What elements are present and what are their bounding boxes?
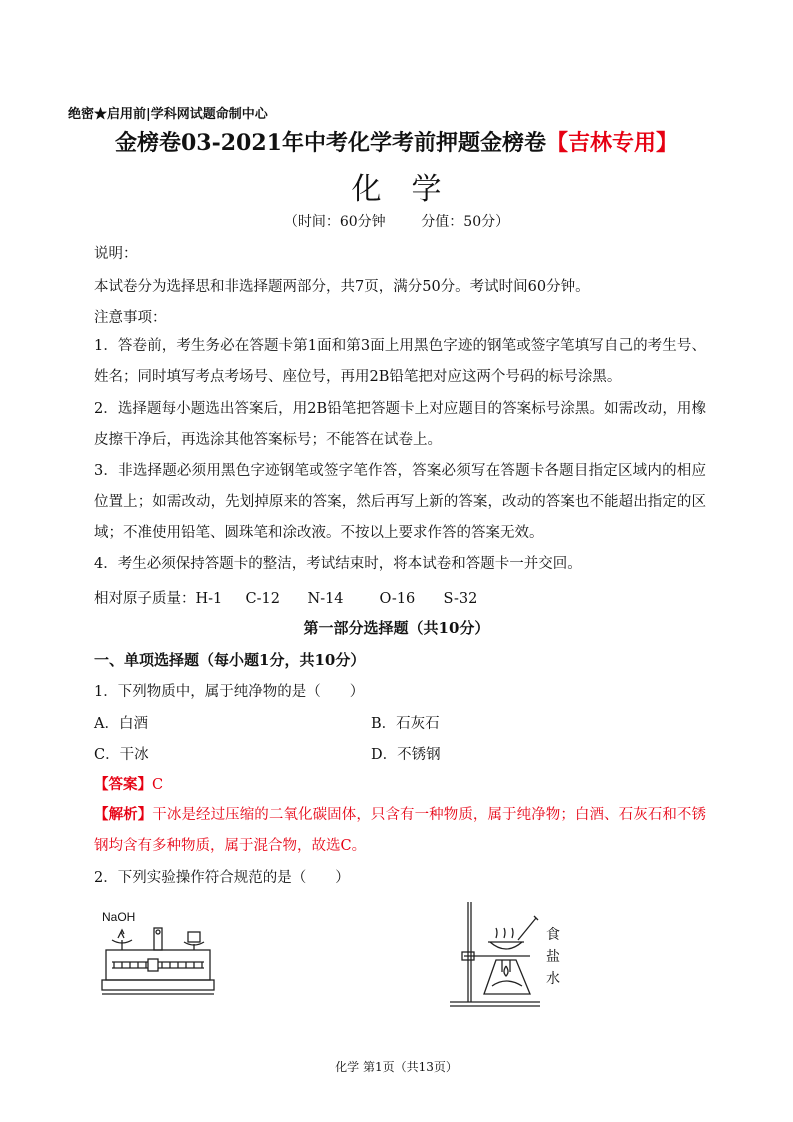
atomic-s: S-32 [443, 591, 478, 607]
q1-option-b: B．石灰石 [371, 716, 440, 732]
q1-analysis [94, 799, 706, 862]
analysis-text: 干冰是经过压缩的二氧化碳固体，只含有一种物质，属于纯净物；白酒、石灰石和不锈钢均含有多种物质，属于混合物，故选C。 [94, 807, 707, 854]
time-score-line [0, 211, 793, 231]
q1-option-a: A．白酒 [94, 716, 148, 732]
notice-item-3: 3．非选择题必须用黑色字迹钢笔或签字笔作答，答案必须写在答题卡各题目指定区域内的相应位置上；如需改动，先划掉原来的答案，然后再写上新的答案，改动的答案也不能超出指定的区域；不准使用铅笔、圆珠笔和涂改液。不按以上要求作答的答案无效。 [94, 463, 706, 541]
naoh-label: NaOH [102, 910, 136, 924]
q1-stem: 1．下列物质中，属于纯净物的是（ ） [94, 684, 365, 700]
label-char-3: 水 [546, 971, 560, 987]
answer-value: C [152, 777, 164, 793]
evaporation-figure [440, 898, 590, 1008]
label-char-2: 盐 [546, 949, 560, 965]
notice-label: 注意事项： [94, 310, 167, 326]
q2-stem: 2．下列实验操作符合规范的是（ ） [94, 870, 350, 886]
atomic-o: O-16 [379, 591, 416, 607]
atomic-n: N-14 [307, 591, 344, 607]
q1-option-d: D．不锈钢 [371, 747, 441, 763]
label-char-1: 食 [546, 927, 560, 943]
title-tag: 【吉林专用】 [545, 130, 678, 156]
score-text: 分值：50分） [421, 214, 510, 230]
section-heading: 一、单项选择题（每小题1分，共10分） [94, 651, 366, 669]
evaporation-apparatus-icon [440, 898, 550, 1008]
q1-answer [94, 773, 163, 794]
confidential-header: 绝密★启用前|学科网试题命制中心 [68, 107, 268, 122]
atomic-h: H-1 [195, 591, 223, 607]
title-main: 金榜卷03-2021年中考化学考前押题金榜卷 [115, 130, 546, 156]
instructions-label: 说明： [94, 246, 138, 262]
page-footer: 化学 第1页（共13页） [335, 1060, 458, 1074]
salt-water-label [546, 924, 560, 990]
balance-icon [98, 922, 218, 1002]
instructions-desc: 本试卷分为选择思和非选择题两部分，共7页，满分50分。考试时间60分钟。 [94, 279, 590, 295]
atomic-c: C-12 [245, 591, 280, 607]
q1-option-c: C．干冰 [94, 747, 149, 763]
notice-item-4: 4．考生必须保持答题卡的整洁，考试结束时，将本试卷和答题卡一并交回。 [94, 556, 582, 572]
answer-label: 【答案】 [94, 776, 152, 793]
atomic-label: 相对原子质量： [94, 591, 196, 607]
analysis-label: 【解析】 [94, 806, 153, 823]
time-text: （时间：60分钟 [283, 214, 386, 230]
page-title [0, 126, 793, 157]
balance-figure [98, 908, 218, 1003]
atomic-mass-line [94, 587, 477, 608]
subject-title: 化学 [351, 172, 472, 207]
notice-item-2: 2．选择题每小题选出答案后，用2B铅笔把答题卡上对应题目的答案标号涂黑。如需改动，用橡皮擦干净后，再选涂其他答案标号；不能答在试卷上。 [94, 401, 706, 448]
notice-item-1: 1．答卷前，考生务必在答题卡第1面和第3面上用黑色字迹的钢笔或签字笔填写自己的考生号、姓名；同时填写考点考场号、座位号，再用2B铅笔把对应这两个号码的标号涂黑。 [94, 338, 706, 385]
part1-heading: 第一部分选择题（共10分） [303, 619, 490, 637]
